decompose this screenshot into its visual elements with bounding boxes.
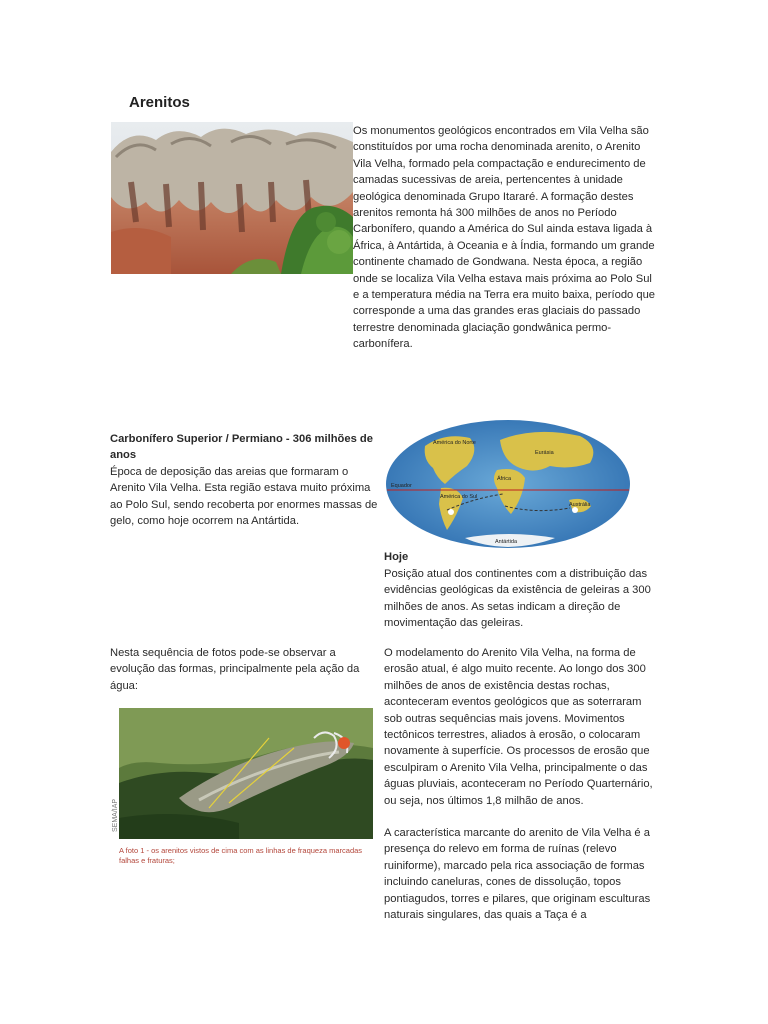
map-label-antarctica: Antártida bbox=[495, 539, 518, 545]
world-map-glaciation bbox=[385, 418, 631, 550]
map-label-south-america: América do Sul bbox=[440, 494, 478, 500]
carbon-heading: Carbonífero Superior / Permiano - 306 milhões de anos bbox=[110, 433, 373, 462]
hoje-text: Posição atual dos continentes com a distribuição das evidências geológicas da existência de geleiras a 300 milhões de anos. As setas indicam a direção de movimentação das geleiras. bbox=[384, 568, 651, 630]
map-label-africa: África bbox=[497, 476, 512, 482]
aerial-sandstone-photo bbox=[119, 708, 373, 839]
carbon-text: Época de deposição das areias que formaram o Arenito Vila Velha. Esta região estava muito próxima ao Polo Sul, sendo recoberta por enormes massas de gelo, como hoje ocorrem na Antártida. bbox=[110, 466, 378, 528]
map-label-equator: Equador bbox=[391, 483, 412, 489]
sequence-text: Nesta sequência de fotos pode-se observar a evolução das formas, principalmente pela ação da água: bbox=[110, 647, 360, 692]
sandstone-rock-photo bbox=[111, 122, 353, 274]
section-title: Arenitos bbox=[129, 94, 190, 111]
hoje-heading: Hoje bbox=[384, 551, 409, 563]
caracteristica-text: A característica marcante do arenito de Vila Velha é a presença do relevo em forma de ruínas (relevo ruiniforme), marcado pela rica associação de formas incluindo caneluras, cones de dissolução, topos pontiagudos, torres e pilares, que originam esculturas naturais singulares, das quais a Taça é a bbox=[384, 827, 651, 922]
modelamento-text: O modelamento do Arenito Vila Velha, na forma de erosão atual, é algo muito recente. Ao longo dos 300 milhões de anos de existência destas rochas, aconteceram eventos geológicos que as soterraram sob outras sequências mais jovens. Movimentos tectônicos terrestres, aliados à erosão, o colocaram novamente à superfície. Os processos de erosão que esculpiram o Arenito Vila Velha, principalmente o das águas pluviais, aconteceram no Período Quarternário, ou seja, nos últimos 1,8 milhão de anos. bbox=[384, 647, 653, 807]
photo-caption: A foto 1 - os arenitos vistos de cima com as linhas de fraqueza marcadas falhas e fraturas; bbox=[119, 846, 363, 865]
map-label-australia: Austrália bbox=[569, 502, 591, 508]
map-label-eurasia: Eurásia bbox=[535, 450, 554, 456]
map-label-north-america: América do Norte bbox=[433, 440, 476, 446]
intro-paragraph: Os monumentos geológicos encontrados em Vila Velha são constituídos por uma rocha denominada arenito, o Arenito Vila Velha, formado pela compactação e endurecimento de camadas sucessivas de areia, pertencentes à unidade geológica denominada Grupo Itararé. A formação destes arenitos remonta há 300 milhões de anos no Período Carbonífero, quando a América do Sul ainda estava ligada à África, à Antártida, à Oceania e à Índia, formando um grande continente chamado de Gondwana. Nesta época, a região onde se localiza Vila Velha estava mais próxima ao Polo Sul e a temperatura média na Terra era muito baixa, período que corresponde a uma das grandes eras glaciais do passado terrestre denominada glaciação gondwânica permo-carbonífera. bbox=[353, 125, 656, 351]
photo-credit-label: SEMA/IAP bbox=[112, 798, 119, 832]
